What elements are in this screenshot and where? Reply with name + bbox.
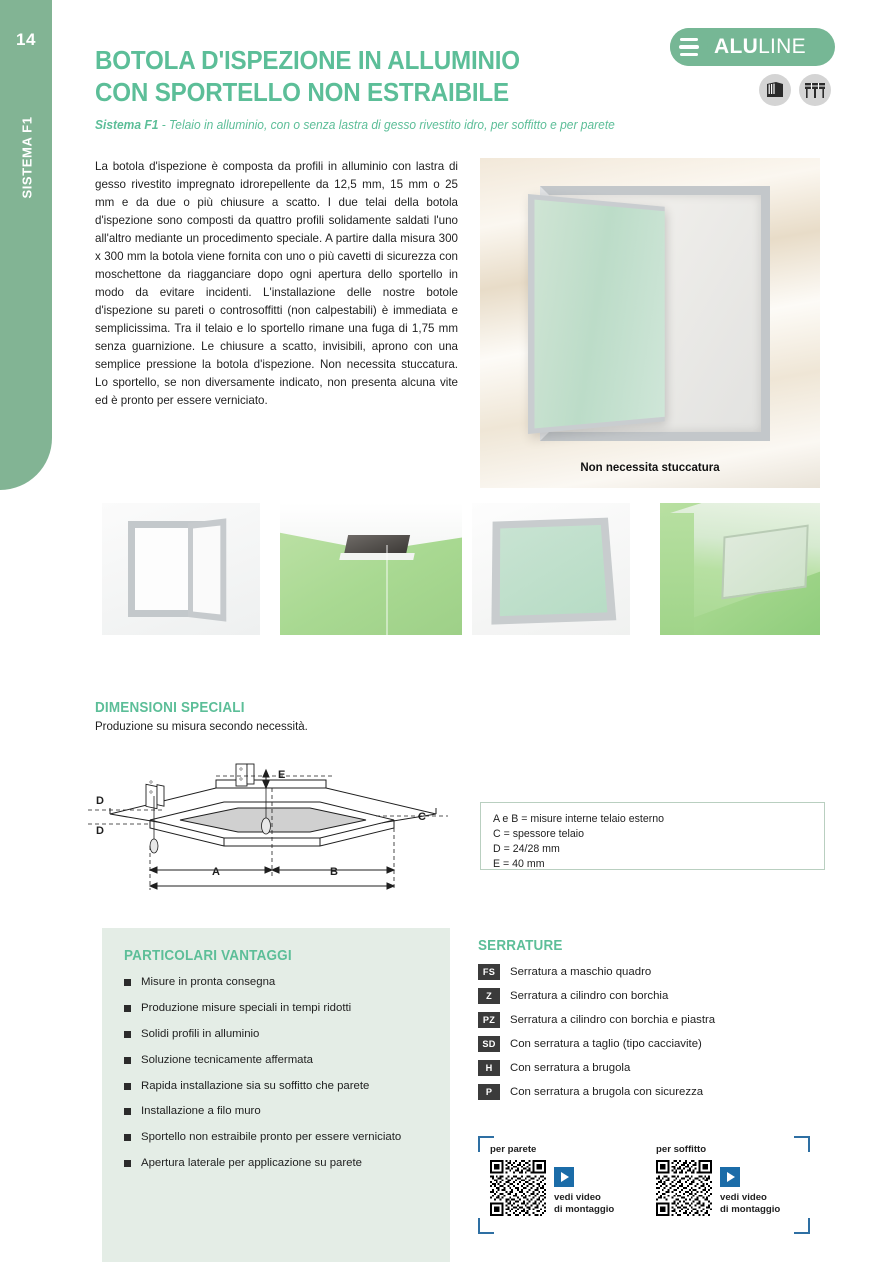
- list-item: Misure in pronta consegna: [124, 975, 428, 990]
- technical-drawing: [88, 758, 448, 893]
- status-badge: FS: [478, 964, 500, 980]
- status-badge: P: [478, 1084, 500, 1100]
- list-item: Apertura laterale per applicazione su parete: [124, 1156, 428, 1171]
- play-button[interactable]: [554, 1167, 574, 1187]
- lock-row: [478, 1084, 828, 1100]
- status-badge: Z: [478, 988, 500, 1004]
- list-item: Produzione misure speciali in tempi ridotti: [124, 1001, 428, 1016]
- vantaggi-box: [102, 928, 450, 1240]
- lock-label: Serratura a cilindro con borchia e piastra: [510, 1014, 716, 1026]
- logo-mark-icon: [670, 28, 708, 66]
- dimension-label-a: A: [212, 866, 220, 878]
- hero-caption: Non necessita stuccatura: [580, 462, 720, 474]
- application-icons: [759, 74, 831, 106]
- status-badge: PZ: [478, 1012, 500, 1028]
- video-cta-text: vedi video di montaggio: [720, 1192, 781, 1215]
- bracket-corner-icon: [794, 1218, 810, 1234]
- logo-text-alu: ALU: [714, 35, 759, 58]
- serrature-heading: SERRATURE: [478, 938, 563, 954]
- dimensioni-speciali-section: [95, 700, 308, 733]
- list-item: Solidi profili in alluminio: [124, 1027, 428, 1042]
- dimension-label-e: E: [278, 769, 286, 781]
- video-label: per soffitto: [656, 1144, 707, 1155]
- lock-row: [478, 964, 828, 980]
- lock-row: [478, 1060, 828, 1076]
- lock-row: [478, 1012, 828, 1028]
- video-qr-section: [478, 1136, 810, 1234]
- hero-door-panel: [528, 194, 665, 434]
- vantaggi-heading: PARTICOLARI VANTAGGI: [124, 948, 292, 964]
- vantaggi-box-extension: [102, 1240, 450, 1262]
- bracket-corner-icon: [478, 1218, 494, 1234]
- qr-code-icon[interactable]: [656, 1160, 712, 1216]
- lock-row: [478, 1036, 828, 1052]
- video-label: per parete: [490, 1144, 537, 1155]
- hero-product-image: [480, 158, 820, 488]
- lock-label: Con serratura a brugola: [510, 1062, 631, 1074]
- sidebar: [0, 0, 52, 490]
- subtitle-description: - Telaio in alluminio, con o senza lastra di gesso rivestito idro, per soffitto e per parete: [158, 118, 615, 133]
- video-block-soffitto[interactable]: [656, 1144, 806, 1216]
- lock-label: Serratura a maschio quadro: [510, 966, 652, 978]
- logo-pill: [670, 28, 835, 66]
- dimensioni-heading: DIMENSIONI SPECIALI: [95, 700, 245, 716]
- subtitle-system-name: Sistema F1: [95, 118, 159, 133]
- logo-text-line: LINE: [758, 35, 806, 58]
- lock-label: Serratura a cilindro con borchia: [510, 990, 669, 1002]
- intro-paragraph: La botola d'ispezione è composta da profili in alluminio con lastra di gesso rivestito impregnato idrorepellente da 12,5 mm, 15 mm o 25 mm e da due o più chiusure a scatto. I due telai della botola d'ispezione sono composti da quattro profili solidamente saldati l'uno all'altro mediante un procedimento speciale. A partire dalla misura 300 x 300 mm la botola viene fornita con uno o più cavetti di sicurezza con moschettone da riagganciare dopo ogni apertura dello sportello in modo da evitare incidenti. L'installazione delle nostre botole d'ispezione su pareti o controsoffitti (non calpestabili) è immediata e semplicissima. Tra il telaio e lo sportello rimane una fuga di 1,75 mm senza guarnizione. Le chiusure a scatto, invisibili, aprono con una semplice pressione la botola d'ispezione. Non necessita stuccatura. Lo sportello, se non diversamente indicato, non presenta alcuna vite ed è pronto per essere verniciato.: [95, 160, 458, 407]
- page-header: [95, 35, 835, 133]
- page-subtitle: [95, 118, 633, 132]
- serrature-section: [478, 938, 828, 1108]
- legend-line: C = spessore telaio: [493, 828, 584, 841]
- status-badge: H: [478, 1060, 500, 1076]
- gallery-photo-ceiling-installed: [280, 503, 462, 635]
- video-block-parete[interactable]: [490, 1144, 640, 1216]
- sidebar-system-label: SISTEMA F1: [19, 116, 35, 199]
- vantaggi-list: [124, 975, 428, 1172]
- gallery-photo-flush-ceiling: [660, 503, 820, 635]
- logo-text: [714, 35, 806, 59]
- qr-code-icon[interactable]: [490, 1160, 546, 1216]
- status-badge: SD: [478, 1036, 500, 1052]
- gallery-photo-green-panel: [472, 503, 630, 635]
- title-block: [95, 45, 655, 132]
- lock-row: [478, 988, 828, 1004]
- legend-line: A e B = misure interne telaio esterno: [493, 813, 665, 825]
- page-number: 14: [16, 30, 36, 49]
- play-button[interactable]: [720, 1167, 740, 1187]
- dimensioni-subtext: Produzione su misura secondo necessità.: [95, 721, 308, 733]
- dimension-label-c: C: [418, 811, 426, 823]
- legend-line: D = 24/28 mm: [493, 843, 560, 856]
- wall-mount-icon: [759, 74, 791, 106]
- list-item: Sportello non estraibile pronto per essere verniciato: [124, 1130, 428, 1145]
- list-item: Rapida installazione sia su soffitto che parete: [124, 1079, 428, 1094]
- dimension-label-d-bottom: D: [96, 825, 104, 837]
- lock-label: Con serratura a taglio (tipo cacciavite): [510, 1038, 702, 1050]
- ceiling-mount-icon: [799, 74, 831, 106]
- brand-logo[interactable]: [670, 28, 835, 66]
- photo-gallery: [102, 503, 820, 635]
- gallery-photo-frame-open: [102, 503, 260, 635]
- video-cta-text: vedi video di montaggio: [554, 1192, 615, 1215]
- legend-line: E = 40 mm: [493, 858, 545, 871]
- dimension-label-d-top: D: [96, 795, 104, 807]
- lock-label: Con serratura a brugola con sicurezza: [510, 1086, 704, 1098]
- list-item: Soluzione tecnicamente affermata: [124, 1053, 428, 1068]
- dimension-legend-box: [480, 802, 825, 870]
- dimension-label-b: B: [330, 866, 338, 878]
- page-title: BOTOLA D'ISPEZIONE IN ALLUMINIO CON SPORTELLO NON ESTRAIBILE: [95, 45, 520, 107]
- list-item: Installazione a filo muro: [124, 1104, 428, 1119]
